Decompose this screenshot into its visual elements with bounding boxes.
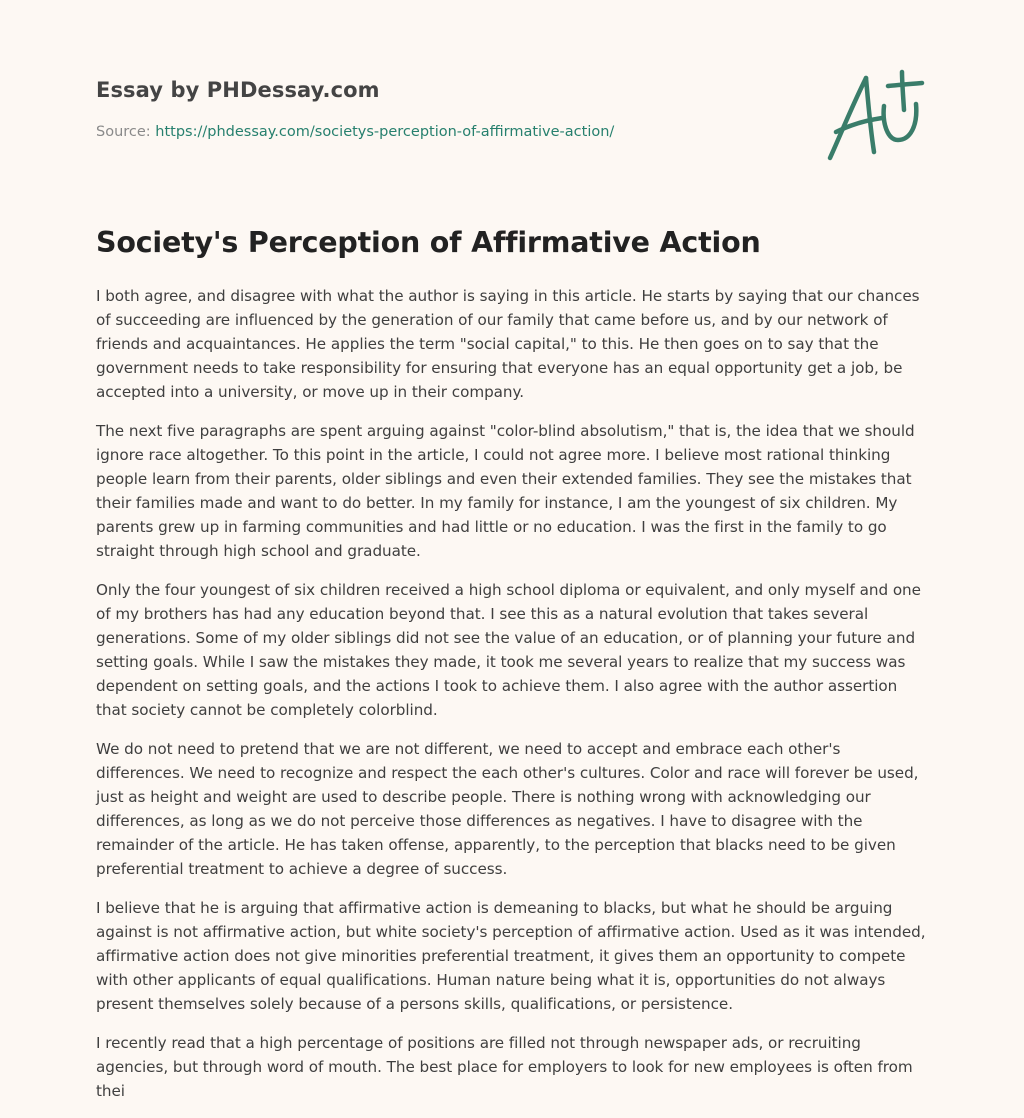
paragraph: I recently read that a high percentage of positions are filled not through newspaper ads, or recruiting agencies, but through word of mouth. The best place for employers to look for new employees is often from thei	[96, 1034, 913, 1100]
article-body	[96, 284, 932, 1118]
paragraph: I believe that he is arguing that affirmative action is demeaning to blacks, but what he should be arguing against is not affirmative action, but white society's perception of affirmative action. Used as it was intended, affirmative action does not give minorities preferential treatment, it gives them an opportunity to compete with other applicants of equal qualifications. Human nature being what it is, opportunities do not always present themselves solely because of a persons skills, qualifications, or persistence.	[96, 899, 926, 1013]
a-plus-logo-icon	[822, 66, 928, 166]
paragraph: We do not need to pretend that we are not different, we need to accept and embrace each other's differences. We need to recognize and respect the each other's cultures. Color and race will forever be used, just as height and weight are used to describe people. There is nothing wrong with acknowledging our differences, as long as we do not perceive those differences as negatives. I have to disagree with the remainder of the article. He has taken offense, apparently, to the perception that blacks need to be given preferential treatment to achieve a degree of success.	[96, 740, 919, 878]
source-link[interactable]: https://phdessay.com/societys-perception-of-affirmative-action/	[155, 124, 615, 140]
paragraph: Only the four youngest of six children received a high school diploma or equivalent, and only myself and one of my brothers has had any education beyond that. I see this as a natural evolution that takes several generations. Some of my older siblings did not see the value of an education, or of planning your future and setting goals. While I saw the mistakes they made, it took me several years to realize that my success was dependent on setting goals, and the actions I took to achieve them. I also agree with the author assertion that society cannot be completely colorblind.	[96, 581, 921, 719]
paragraph: I both agree, and disagree with what the author is saying in this article. He starts by saying that our chances of succeeding are influenced by the generation of our family that came before us, and by our network of friends and acquaintances. He applies the term "social capital," to this. He then goes on to say that the government needs to take responsibility for ensuring that everyone has an equal opportunity get a job, be accepted into a university, or move up in their company.	[96, 287, 920, 401]
source-label: Source:	[96, 124, 156, 140]
source-line	[96, 124, 614, 140]
page-title: Society's Perception of Affirmative Action	[96, 226, 761, 259]
site-brand-title: Essay by PHDessay.com	[96, 78, 380, 102]
paragraph: The next five paragraphs are spent arguing against "color-blind absolutism," that is, the idea that we should ignore race altogether. To this point in the article, I could not agree more. I believe most rational thinking people learn from their parents, older siblings and even their extended families. They see the mistakes that their families made and want to do better. In my family for instance, I am the youngest of six children. My parents grew up in farming communities and had little or no education. I was the first in the family to go straight through high school and graduate.	[96, 422, 915, 560]
